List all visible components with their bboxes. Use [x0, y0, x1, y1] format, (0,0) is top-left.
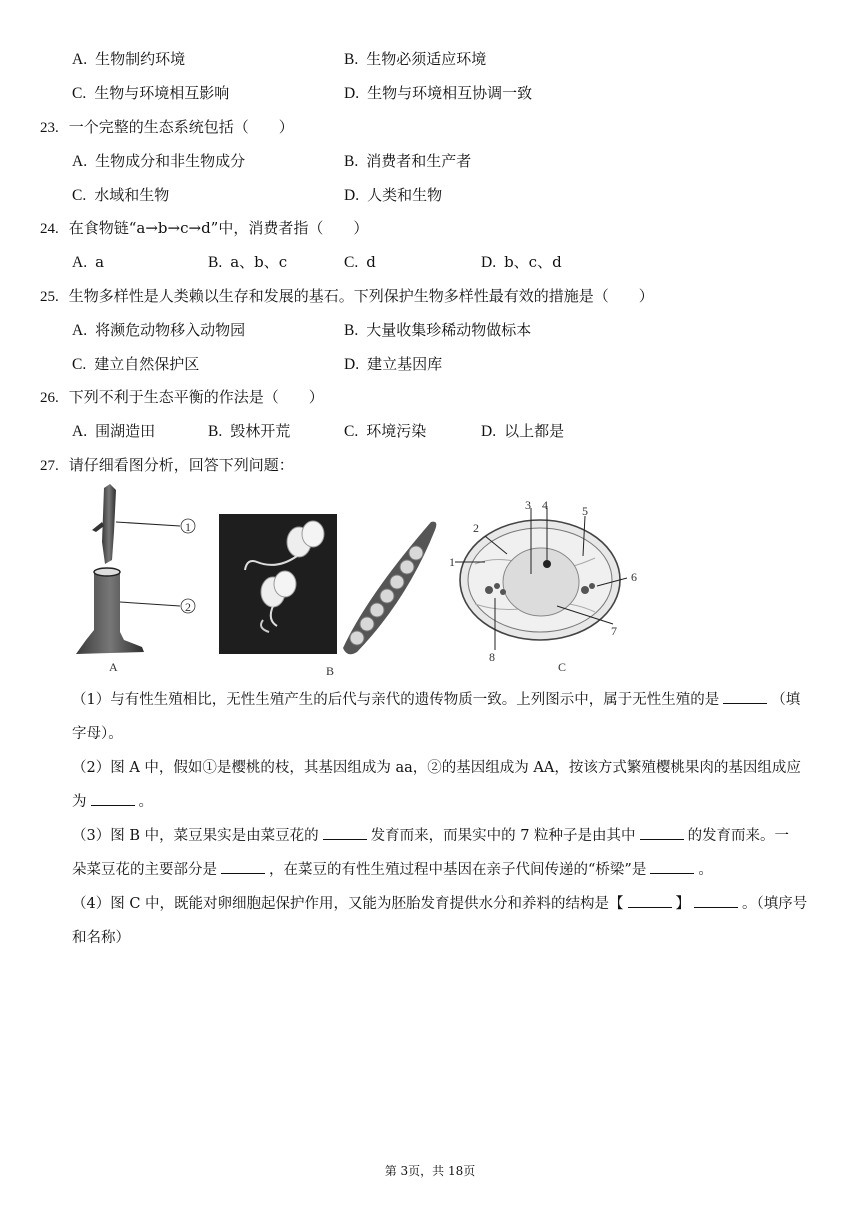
figure-c-callout-1: 1 — [449, 555, 455, 569]
sub-question-text: （填 — [771, 692, 801, 708]
q24-option-b — [208, 252, 287, 273]
option-text: a、b、c — [230, 253, 288, 271]
q23-option-c — [72, 185, 169, 206]
figure-c-callout-8: 8 — [489, 650, 495, 664]
q22-option-c — [72, 83, 229, 104]
option-text: d — [366, 253, 376, 271]
option-label: B. — [208, 423, 223, 440]
question-27-stem — [40, 455, 294, 476]
q23-option-a — [72, 151, 245, 172]
q25-option-a — [72, 320, 245, 341]
option-text: a — [95, 253, 105, 271]
page-footer: 第 3页，共 18页 — [384, 1164, 476, 1178]
q23-option-d — [344, 185, 442, 206]
option-label: A. — [72, 423, 88, 440]
figure-c-label: C — [558, 660, 567, 674]
figure-a-label: A — [109, 660, 118, 674]
sub-question-text: 字母）。 — [72, 726, 123, 742]
option-label: C. — [344, 423, 359, 440]
question-text: 请仔细看图分析，回答下列问题： — [68, 456, 294, 474]
figure-c-callout-2: 2 — [473, 521, 479, 535]
option-label: C. — [72, 187, 87, 204]
question-23-stem — [40, 117, 294, 138]
question-24-stem — [40, 218, 368, 239]
figure-c-callout-7: 7 — [611, 624, 617, 638]
question-text: 在食物链“a→b→c→d”中，消费者指（ ） — [68, 219, 369, 237]
question-25-stem — [40, 286, 654, 307]
sub-question-text: （2）图 A 中，假如①是樱桃的枝，其基因组成为 aa，②的基因组成为 AA，按该方式繁殖樱桃果肉的基因组成应 — [72, 760, 801, 776]
figure-c-callout-3: 3 — [525, 498, 531, 512]
question-number: 26. — [40, 390, 59, 406]
option-label: A. — [72, 254, 88, 271]
option-text: 建立基因库 — [367, 355, 443, 373]
sub-question-text: ，在菜豆的有性生殖过程中基因在亲子代间传递的“桥梁”是 — [269, 862, 647, 878]
figure-a-callout-2: 2 — [185, 600, 191, 614]
answer-blank[interactable] — [221, 859, 265, 874]
sub-question-text: 。 — [698, 862, 713, 878]
question-text: 一个完整的生态系统包括（ ） — [68, 118, 294, 136]
option-label: C. — [344, 254, 359, 271]
option-text: 将濒危动物移入动物园 — [95, 321, 246, 339]
sub-question-text: （1）与有性生殖相比，无性生殖产生的后代与亲代的遗传物质一致。上列图示中，属于无性生殖的是 — [72, 692, 720, 708]
question-text: 生物多样性是人类赖以生存和发展的基石。下列保护生物多样性最有效的措施是（ ） — [68, 287, 654, 305]
option-text: 毁林开荒 — [230, 422, 291, 440]
option-label: B. — [344, 51, 359, 68]
option-label: C. — [72, 85, 87, 102]
sub-question-2 — [72, 751, 824, 819]
figure-c-callout-4: 4 — [542, 498, 548, 512]
question-number: 27. — [40, 458, 59, 474]
question-text: 下列不利于生态平衡的作法是（ ） — [68, 388, 324, 406]
q25-option-c — [72, 354, 199, 375]
figure-c-callout-5: 5 — [582, 504, 588, 518]
option-text: 消费者和生产者 — [366, 152, 472, 170]
q24-option-a — [72, 252, 104, 273]
sub-question-text: 和名称） — [72, 930, 130, 946]
sub-question-text: （4）图 C 中，既能对卵细胞起保护作用，又能为胚胎发育提供水分和养料的结构是【 — [72, 896, 624, 912]
option-label: A. — [72, 51, 88, 68]
figure-c-callout-6: 6 — [631, 570, 637, 584]
option-text: 生物必须适应环境 — [366, 50, 487, 68]
q22-option-a — [72, 49, 185, 70]
option-label: B. — [208, 254, 223, 271]
figure-a-grafting — [72, 482, 207, 678]
sub-question-3 — [72, 819, 824, 887]
question-26-stem — [40, 387, 324, 408]
sub-question-text: 发育而来，而果实中的 7 粒种子是由其中 — [370, 828, 636, 844]
option-text: 生物制约环境 — [95, 50, 186, 68]
sub-question-text: 。 — [138, 794, 153, 810]
sub-question-text: 为 — [72, 794, 87, 810]
sub-question-text: 朵菜豆花的主要部分是 — [72, 862, 217, 878]
option-text: 生物与环境相互协调一致 — [367, 84, 533, 102]
answer-blank[interactable] — [323, 825, 367, 840]
question-number: 24. — [40, 221, 59, 237]
q24-option-c — [344, 252, 376, 273]
option-label: A. — [72, 153, 88, 170]
option-label: D. — [344, 187, 360, 204]
option-label: B. — [344, 153, 359, 170]
q23-option-b — [344, 151, 471, 172]
answer-blank[interactable] — [723, 689, 767, 704]
question-number: 23. — [40, 120, 59, 136]
q26-option-d — [481, 421, 564, 442]
answer-blank[interactable] — [91, 791, 135, 806]
q22-option-b — [344, 49, 486, 70]
option-text: 水域和生物 — [94, 186, 170, 204]
sub-question-4 — [72, 887, 824, 955]
option-label: D. — [344, 356, 360, 373]
option-label: C. — [72, 356, 87, 373]
q26-option-b — [208, 421, 290, 442]
option-label: B. — [344, 322, 359, 339]
option-label: D. — [481, 254, 497, 271]
option-text: 以上都是 — [504, 422, 565, 440]
option-label: D. — [344, 85, 360, 102]
option-text: 建立自然保护区 — [94, 355, 200, 373]
q25-option-d — [344, 354, 442, 375]
q24-option-d — [481, 252, 562, 273]
q26-option-a — [72, 421, 155, 442]
option-text: 围湖造田 — [95, 422, 156, 440]
q26-option-c — [344, 421, 426, 442]
option-label: D. — [481, 423, 497, 440]
question-number: 25. — [40, 289, 59, 305]
answer-blank[interactable] — [694, 893, 738, 908]
sub-question-1 — [72, 683, 824, 751]
answer-blank[interactable] — [628, 893, 672, 908]
figure-b-bean — [217, 500, 439, 662]
option-text: 大量收集珍稀动物做标本 — [366, 321, 532, 339]
option-label: A. — [72, 322, 88, 339]
sub-question-text: 】 — [675, 896, 691, 912]
option-text: 生物成分和非生物成分 — [95, 152, 246, 170]
sub-question-text: 的发育而来。一 — [687, 828, 790, 844]
figure-b-label: B — [326, 664, 335, 678]
sub-question-text: （3）图 B 中，菜豆果实是由菜豆花的 — [72, 828, 319, 844]
figure-a-callout-1: 1 — [185, 520, 191, 534]
answer-blank[interactable] — [650, 859, 694, 874]
option-text: 生物与环境相互影响 — [94, 84, 230, 102]
option-text: 人类和生物 — [367, 186, 443, 204]
q25-option-b — [344, 320, 531, 341]
answer-blank[interactable] — [640, 825, 684, 840]
q22-option-d — [344, 83, 532, 104]
option-text: b、c、d — [504, 253, 562, 271]
sub-question-text: 。（填序号 — [742, 896, 808, 912]
option-text: 环境污染 — [366, 422, 427, 440]
